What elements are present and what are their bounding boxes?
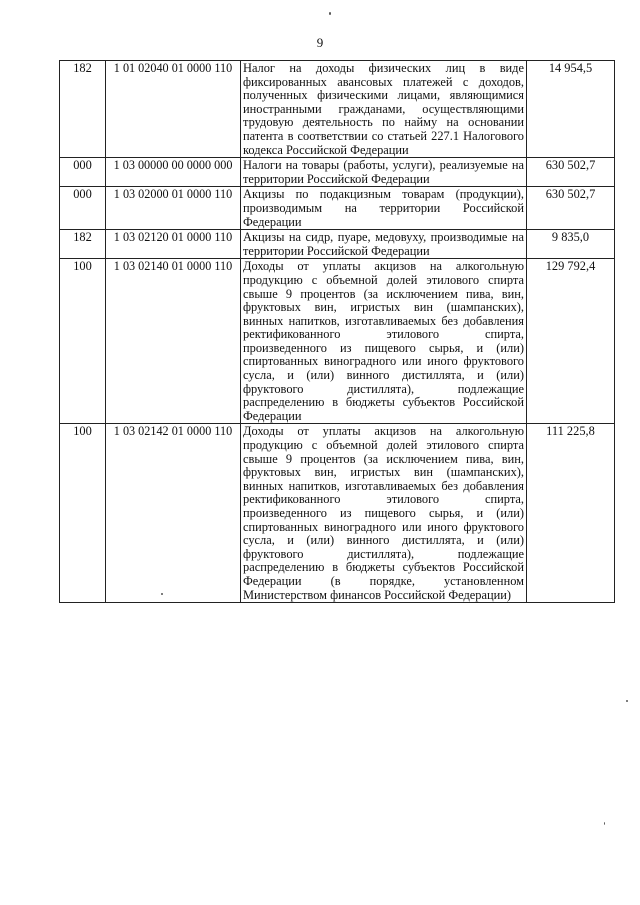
scan-speck bbox=[604, 822, 605, 825]
amount-cell: 129 792,4 bbox=[527, 259, 615, 424]
page-number: 9 bbox=[316, 35, 324, 50]
revenue-name-cell: Налоги на товары (работы, услуги), реализуемые на территории Российской Федерации bbox=[241, 158, 527, 187]
revenue-name-cell: Доходы от уплаты акцизов на алкогольную продукцию с объемной долей этилового спирта свыше 9 процентов (за исключением пива, вин, фруктовых вин, игристых вин (шампанских), винных напитков, изготавливаемых без добавления ректификованного этилового спирта, произведенного из пищевого сырья, и (или) спиртованных виноградного или иного фруктового сусла, и (или) винного дистиллята, и (или) фруктового дистиллята), подлежащие распределению в бюджеты субъектов Российской Федерации (в порядке, установленном Министерством финансов Российской Федерации) bbox=[241, 424, 527, 603]
table-row bbox=[60, 230, 615, 259]
amount-cell: 630 502,7 bbox=[527, 187, 615, 230]
table-row bbox=[60, 158, 615, 187]
revenue-name-cell: Акцизы по подакцизным товарам (продукции), производимым на территории Российской Федерации bbox=[241, 187, 527, 230]
table-row bbox=[60, 259, 615, 424]
budget-code-cell: 1 01 02040 01 0000 110 bbox=[106, 61, 241, 158]
amount-cell: 630 502,7 bbox=[527, 158, 615, 187]
budget-code-cell: 1 03 00000 00 0000 000 bbox=[106, 158, 241, 187]
admin-code-cell: 100 bbox=[60, 424, 106, 603]
budget-code-cell: 1 03 02140 01 0000 110 bbox=[106, 259, 241, 424]
amount-cell: 9 835,0 bbox=[527, 230, 615, 259]
budget-code-cell: 1 03 02120 01 0000 110 bbox=[106, 230, 241, 259]
revenue-name-cell: Акцизы на сидр, пуаре, медовуху, производимые на территории Российской Федерации bbox=[241, 230, 527, 259]
table-row bbox=[60, 187, 615, 230]
budget-code-cell: 1 03 02142 01 0000 110 bbox=[106, 424, 241, 603]
table-row bbox=[60, 61, 615, 158]
table-row bbox=[60, 424, 615, 603]
revenue-name-cell: Доходы от уплаты акцизов на алкогольную продукцию с объемной долей этилового спирта свыше 9 процентов (за исключением пива, вин, фруктовых вин, игристых вин (шампанских), винных напитков, изготавливаемых без добавления ректификованного этилового спирта, произведенного из пищевого сырья, и (или) спиртованных виноградного или иного фруктового сусла, и (или) винного дистиллята, и (или) фруктового дистиллята), подлежащие распределению в бюджеты субъектов Российской Федерации bbox=[241, 259, 527, 424]
admin-code-cell: 000 bbox=[60, 158, 106, 187]
admin-code-cell: 182 bbox=[60, 61, 106, 158]
admin-code-cell: 000 bbox=[60, 187, 106, 230]
admin-code-cell: 100 bbox=[60, 259, 106, 424]
scan-speck bbox=[329, 12, 331, 15]
amount-cell: 14 954,5 bbox=[527, 61, 615, 158]
admin-code-cell: 182 bbox=[60, 230, 106, 259]
scan-speck bbox=[626, 700, 628, 702]
budget-code-cell: 1 03 02000 01 0000 110 bbox=[106, 187, 241, 230]
amount-cell: 111 225,8 bbox=[527, 424, 615, 603]
budget-revenue-table bbox=[59, 60, 615, 603]
revenue-name-cell: Налог на доходы физических лиц в виде фиксированных авансовых платежей с доходов, полученных физическими лицами, являющимися иностранными гражданами, осуществляющими трудовую деятельность по найму на основании патента в соответствии со статьей 227.1 Налогового кодекса Российской Федерации bbox=[241, 61, 527, 158]
scan-speck bbox=[161, 593, 163, 595]
